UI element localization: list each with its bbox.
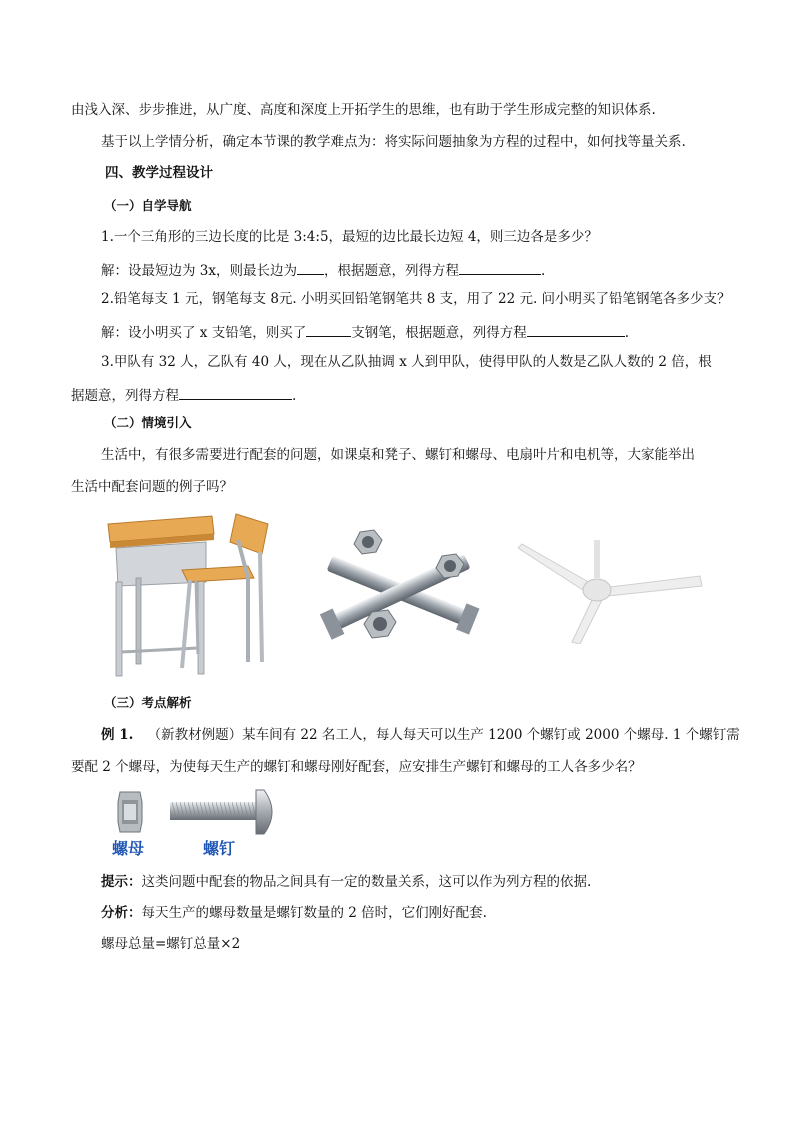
answer-1: [101, 260, 545, 280]
example-line-1: [101, 726, 740, 744]
question-2: 2.铅笔每支 1 元，钢笔每支 8元. 小明买回铅笔钢笔共 8 支，用了 22 元. 问小明买了铅笔钢笔各多少支？: [101, 291, 731, 307]
subsection-title-1: （一）自学导航: [104, 198, 192, 213]
question-3-text: 据题意，列得方程: [71, 388, 179, 404]
example-text: （新教材例题）某车间有 22 名工人，每人每天可以生产 1200 个螺钉或 2000 个螺母. 1 个螺钉需: [147, 727, 740, 743]
hint-label: 提示：: [101, 874, 142, 890]
ceiling-fan-image: [518, 540, 704, 644]
equation-blank[interactable]: [459, 260, 541, 275]
question-3-line-2: [71, 385, 296, 405]
answer-2-end: .: [624, 325, 629, 341]
equation-blank[interactable]: [179, 385, 292, 400]
equation-blank[interactable]: [527, 322, 625, 337]
section-title: 四、教学过程设计: [105, 165, 213, 181]
subsection-title-3: （三）考点解析: [104, 695, 192, 710]
example-label: 例 1.: [101, 727, 134, 743]
paragraph-2: 基于以上学情分析，确定本节课的教学难点为：将实际问题抽象为方程的过程中，如何找等量关系.: [101, 134, 686, 150]
subsection-title-2: （二）情境引入: [104, 415, 192, 430]
hint-line: [101, 873, 591, 891]
example-line-2: 要配 2 个螺母，为使每天生产的螺钉和螺母刚好配套，应安排生产螺钉和螺母的工人各多少名？: [71, 759, 642, 775]
hint-text: 这类问题中配套的物品之间具有一定的数量关系，这可以作为列方程的依据.: [141, 874, 592, 890]
answer-1-text-mid: ，根据题意，列得方程: [324, 263, 459, 279]
answer-2-text-mid: 支钢笔，根据题意，列得方程: [351, 325, 527, 341]
bolt-label: 螺钉: [203, 839, 236, 858]
paragraph-1: 由浅入深、步步推进，从广度、高度和深度上开拓学生的思维，也有助于学生形成完整的知识体系.: [71, 102, 656, 118]
answer-blank[interactable]: [297, 260, 324, 275]
answer-2: [101, 322, 629, 342]
analysis-text: 每天生产的螺母数量是螺钉数量的 2 倍时，它们刚好配套.: [141, 905, 487, 921]
answer-2-text: 解：设小明买了 x 支铅笔，则买了: [101, 325, 307, 341]
formula-line: 螺母总量=螺钉总量×2: [101, 936, 241, 952]
question-1: 1.一个三角形的三边长度的比是 3:4:5，最短的边比最长边短 4，则三边各是多少？: [101, 229, 598, 245]
analysis-line: [101, 904, 487, 922]
context-line-2: 生活中配套问题的例子吗？: [71, 479, 233, 495]
bolt-icon: [168, 786, 280, 838]
analysis-label: 分析：: [101, 905, 142, 921]
answer-blank[interactable]: [306, 322, 351, 337]
answer-1-text: 解：设最短边为 3x，则最长边为: [101, 263, 297, 279]
bolts-nuts-image: [316, 528, 486, 656]
question-3-end: .: [292, 388, 297, 404]
nut-label: 螺母: [112, 839, 145, 858]
nut-icon: [116, 790, 144, 834]
answer-1-end: .: [541, 263, 546, 279]
context-line-1: 生活中，有很多需要进行配套的问题，如课桌和凳子、螺钉和螺母、电扇叶片和电机等，大家能举出: [101, 447, 695, 463]
desk-chair-image: [102, 512, 272, 680]
question-3-line-1: 3.甲队有 32 人，乙队有 40 人，现在从乙队抽调 x 人到甲队，使得甲队的人数是乙队人数的 2 倍，根: [101, 354, 712, 370]
